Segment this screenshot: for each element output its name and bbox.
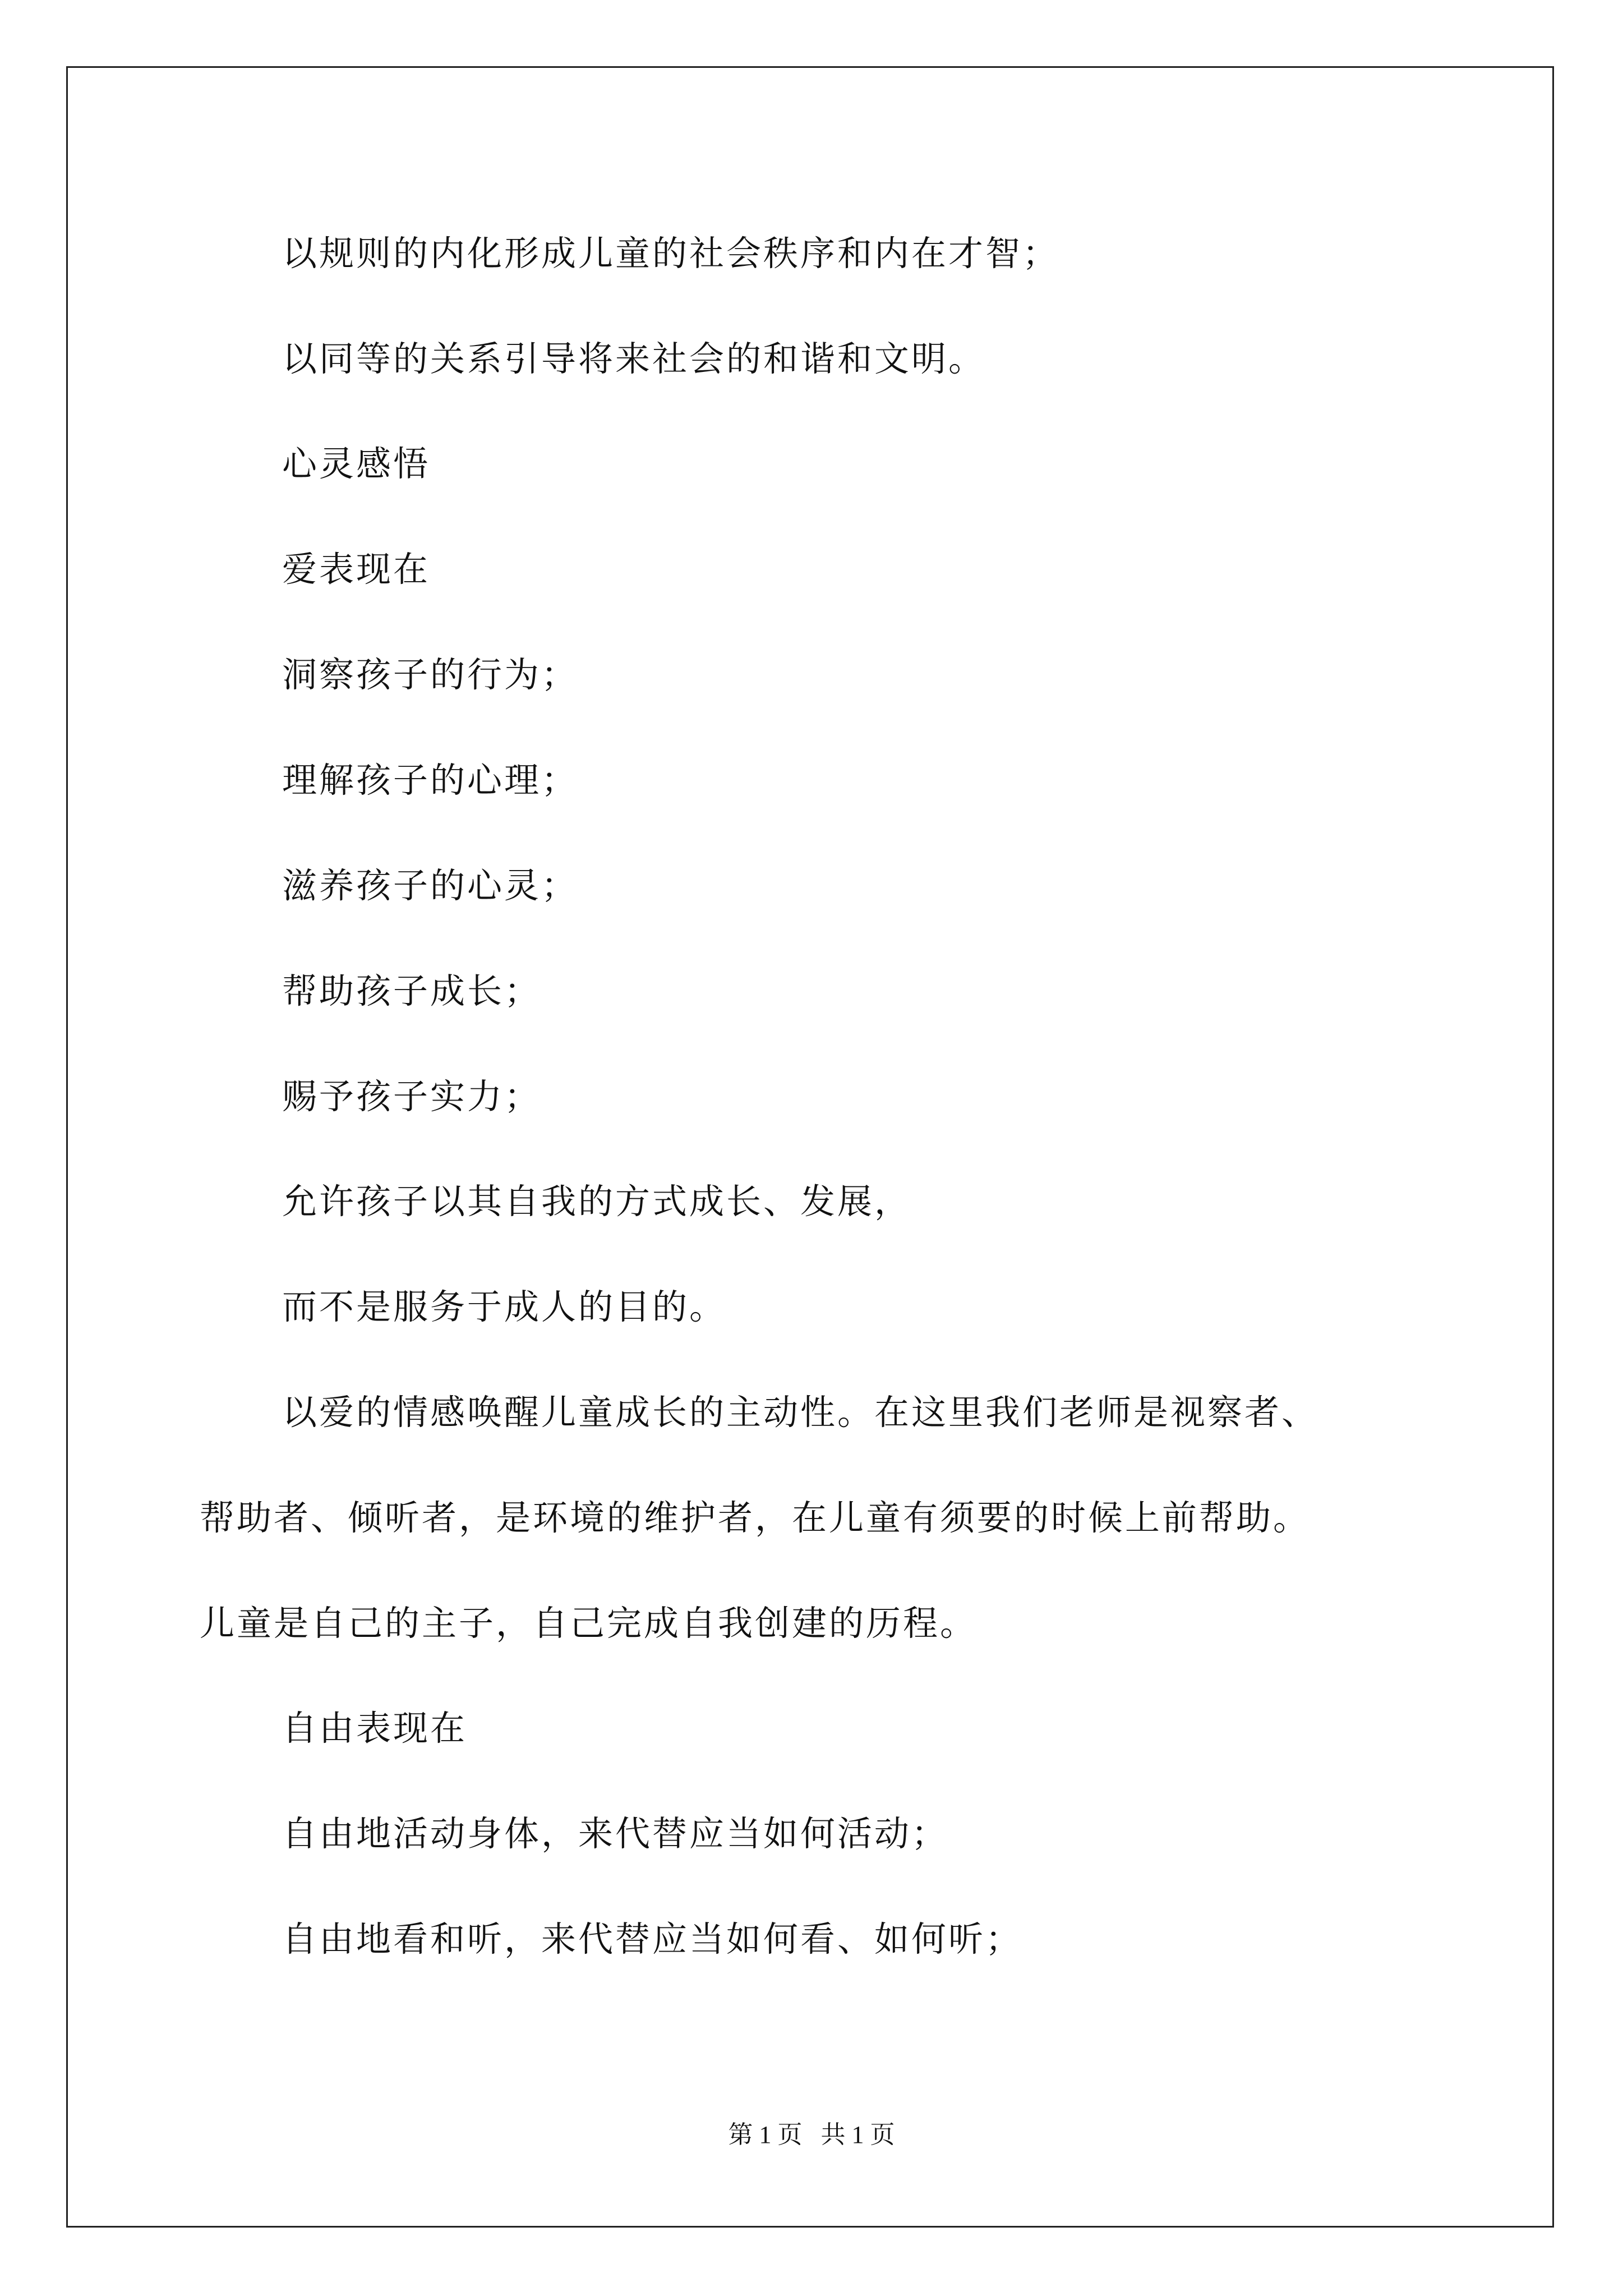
page-footer: 第 1 页 共 1 页 (728, 2121, 895, 2148)
text-line: 以同等的关系引导将来社会的和谐和文明。 (282, 338, 986, 379)
list-item: 而不是服务于成人的目的。 (282, 1286, 727, 1327)
list-item: 滋养孩子的心灵； (282, 865, 579, 906)
section-heading: 心灵感悟 (282, 443, 431, 484)
text-line: 爱表现在 (282, 549, 431, 590)
list-item: 帮助孩子成长； (282, 970, 542, 1011)
paragraph-line: 儿童是自己的主子，自己完成自我创建的历程。 (200, 1603, 978, 1644)
list-item: 赐予孩子实力； (282, 1076, 542, 1117)
list-item: 自由地活动身体，来代替应当如何活动； (282, 1813, 949, 1854)
list-item: 理解孩子的心理； (282, 760, 579, 800)
text-line: 自由表现在 (282, 1708, 468, 1749)
text-line: 以规则的内化形成儿童的社会秩序和内在才智； (282, 233, 1060, 274)
list-item: 洞察孩子的行为； (282, 654, 579, 695)
list-item: 允许孩子以其自我的方式成长、发展， (282, 1181, 912, 1222)
list-item: 自由地看和听，来代替应当如何看、如何听； (282, 1918, 1023, 1959)
paragraph-line: 以爱的情感唤醒儿童成长的主动性。在这里我们老师是视察者、 (282, 1392, 1319, 1433)
page-border (66, 66, 1554, 2228)
paragraph-line: 帮助者、倾听者，是环境的维护者，在儿童有须要的时候上前帮助。 (200, 1497, 1311, 1538)
